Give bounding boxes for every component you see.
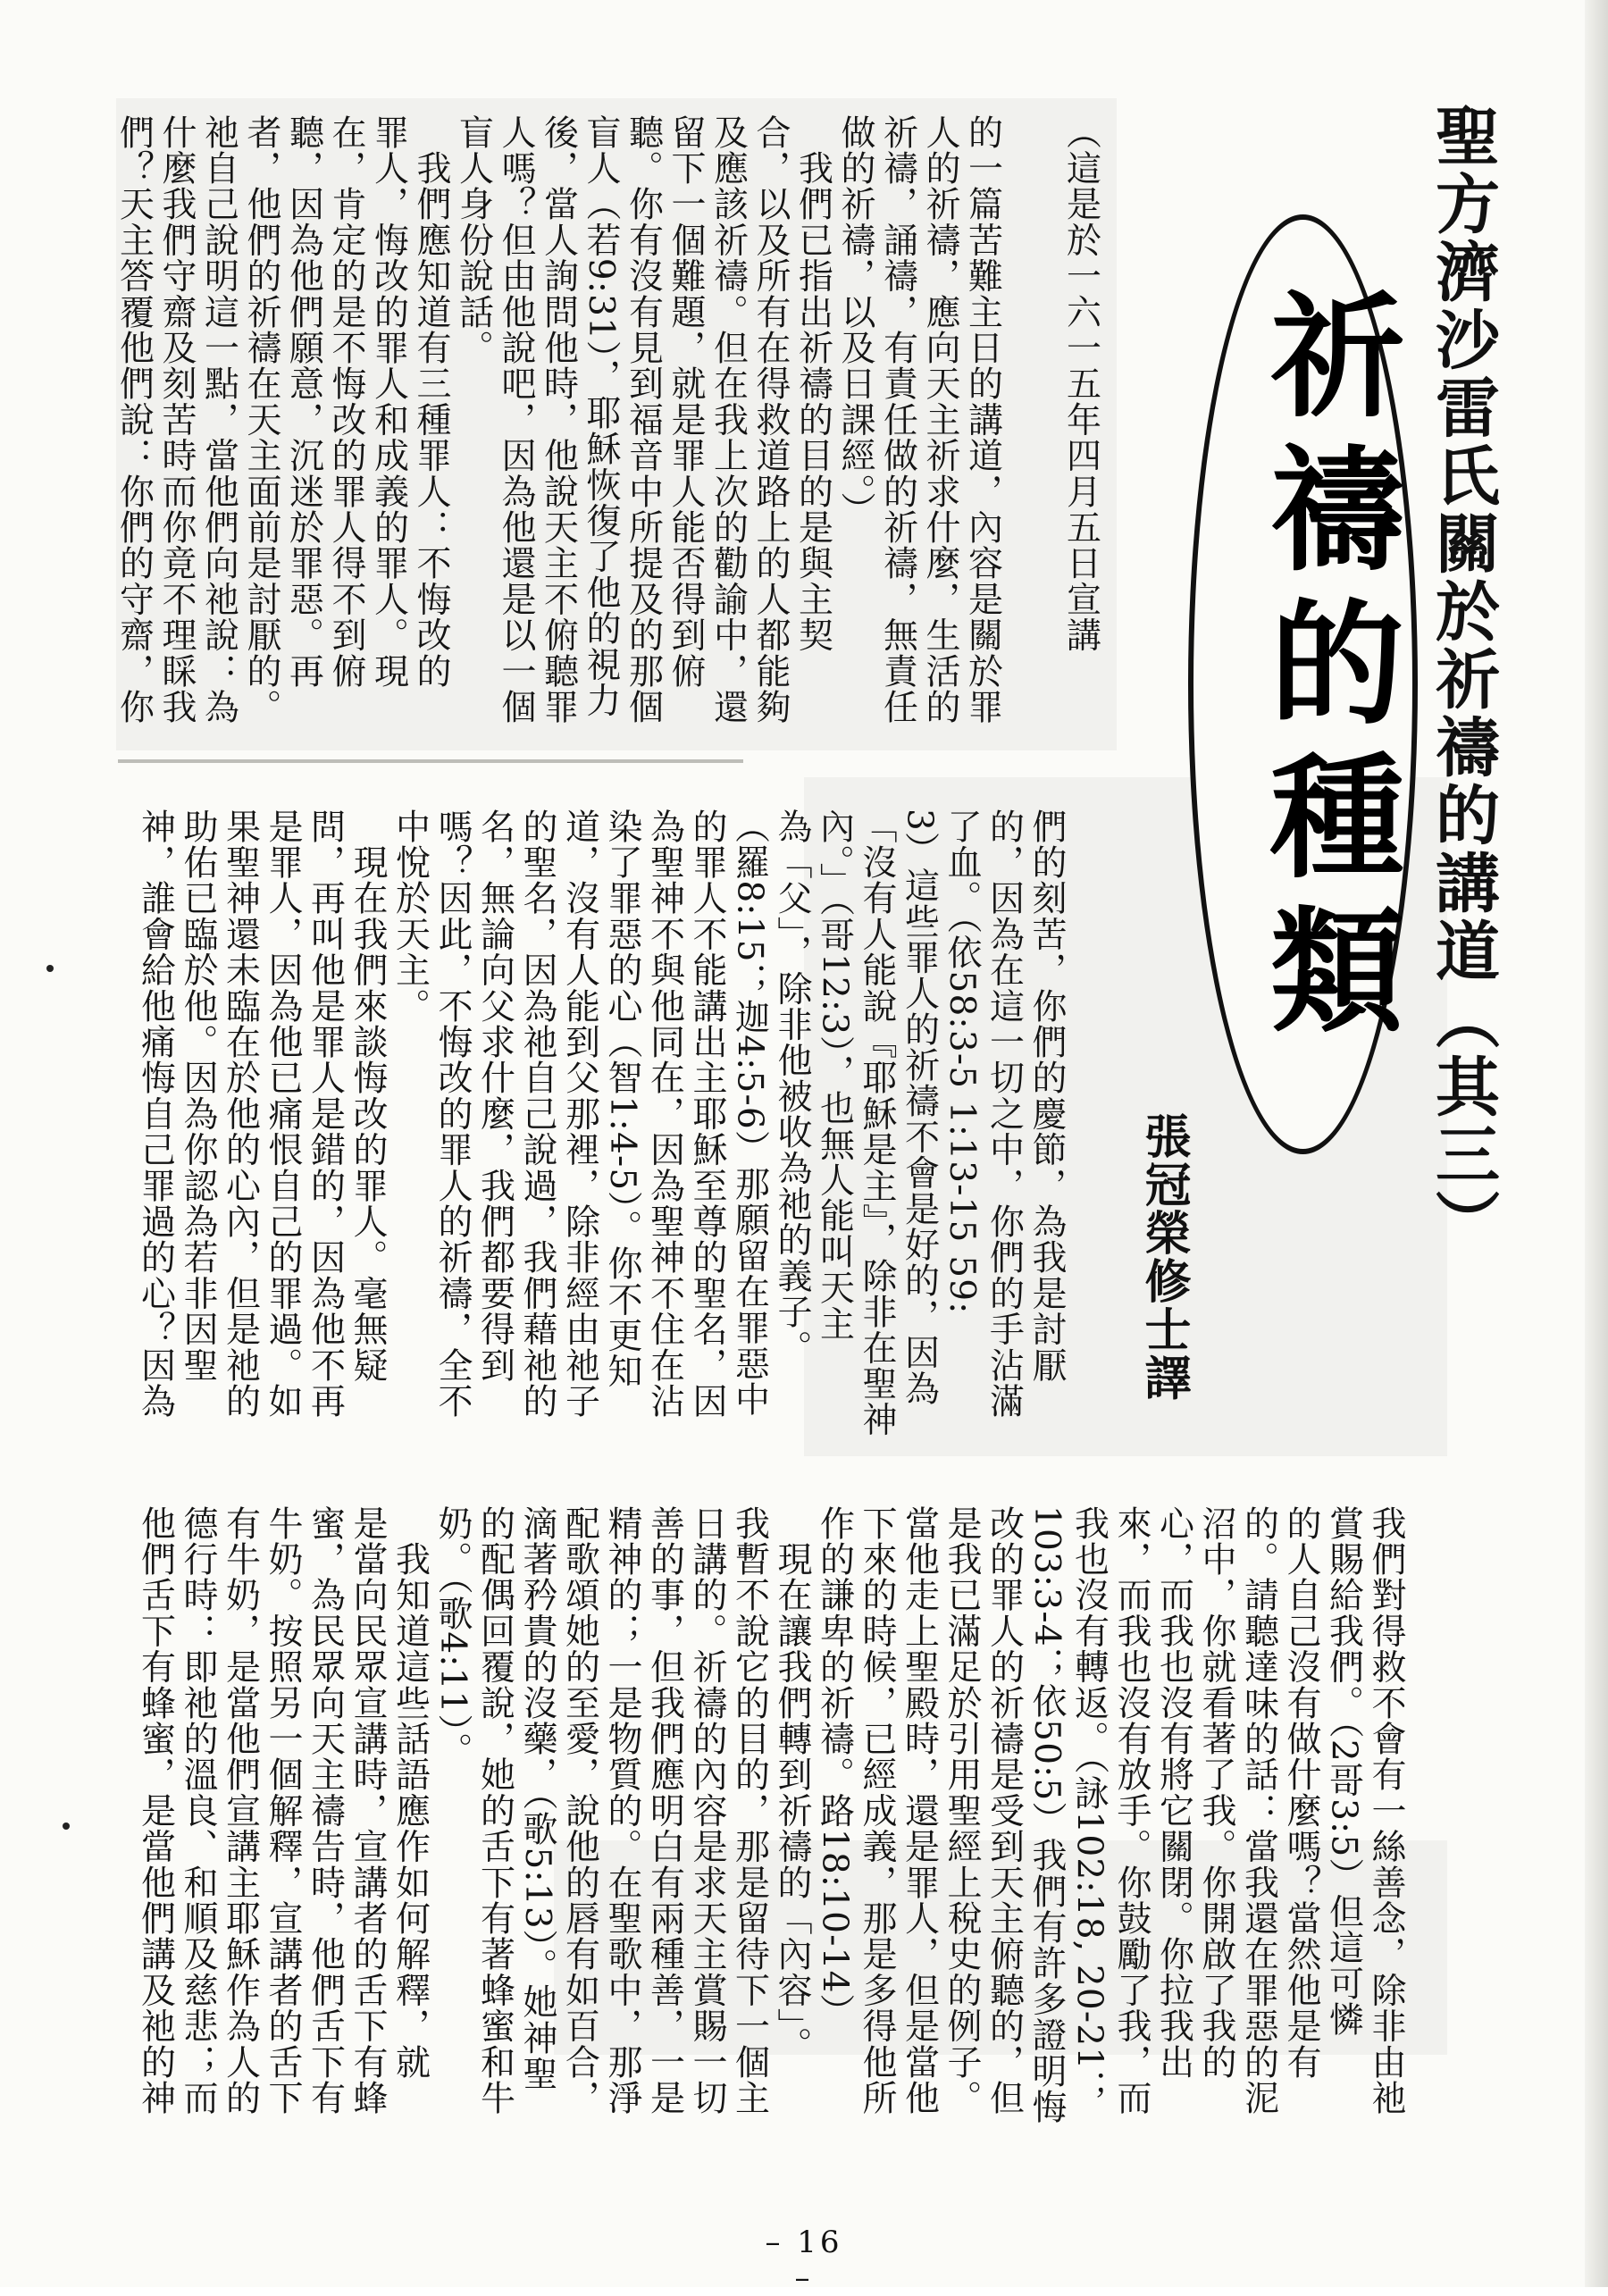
main-title: 祈禱的種類 [1247,286,1403,1054]
scan-mark [46,965,54,972]
intro-line: （這是於一六一五年四月五日宣講 [1060,114,1101,653]
article-title: 聖方濟沙雷氏關於祈禱的講道（其三） [1425,103,1501,1257]
page-edge [1585,0,1608,2287]
scan-mark [63,1823,70,1830]
lower-text-block: 我們對得救不會有一絲善念，除非由祂 賞賜給我們。（2哥3:5）但這可憐 的人自己沒有做什麼嗎？當然他是有 的。請聽達味的話：當我還在罪惡的泥 沼中，你就看著了我。你開啟了我的 心，而我也沒有將它關閉。你拉我出 來，而我也沒有放手。你鼓勵了我，而 我也沒有轉返。（詠102:18, 20-21； 103:3-4；依50:5）我們有許多證明悔 改的罪人的祈禱是受到天主俯聽的，但 是我已滿足於引用聖經上稅史的例子。 當他走上聖殿時，還是罪人，但是當他 下來的時候，已經成義，那是多得他所 作的謙卑的祈禱。路18:10-14） 現在讓我們轉到祈禱的「內容」。 我暫不說它的目的，那是留待下一個主 日講的。祈禱的內容是求天主賞賜一切 善的事，但我們應明白有兩種善，一是 精神的；一是物質的。在聖歌中，那淨 配歌頌她的至愛，說他的唇有如百合， 滴著矜貴的沒藥，（歌5:13）。她神聖 的配偶回覆說，她的舌下有著蜂蜜和牛 奶。（歌4:11）。 我知道這些話語應作如何解釋，就 是當向民眾宣講時，宣講者的舌下有蜂 蜜，為民眾向天主禱告時，他們舌下有 牛奶。按照另一個解釋，宣講者的舌下 有牛奶，是當他們宣講主耶穌作為人的 德行時：即祂的溫良、和順及慈悲；而 他們舌下有蜂蜜，是當他們講及祂的神 [135,1505,1406,2125]
page-number: – 16 – [765,2225,843,2296]
upper-text-block: 的一篇苦難主日的講道，內容是關於罪 人的祈禱，應向天主祈求什麼，生活的 祈禱，誦禱，有責任做的祈禱，無責任 做的祈禱，以及日課經。） 我們已指出祈禱的目的是與主契 合，以及所有在得救道路上的人都能夠 及應該祈禱。但在我上次的勸諭中，還 留下一個難題，就是罪人能否得到俯 聽。你有沒有見到福音中所提及的那個 盲人（若9:31），耶穌恢復了他的視力 後，當人詢問他時，他說天主不俯聽罪 人嗎？但由他說吧，因為他還是以一個 盲人身份說話。 我們應知道有三種罪人：不悔改的 罪人，悔改的罪人和成義的罪人。現 在，肯定的是不悔改的罪人得不到俯 聽，因為他們願意，沉迷於罪惡。再 者，他們的祈禱在天主面前是討厭的。 祂自己說明這一點，當他們向祂說：為 什麼我們守齋及刻苦時而你竟不理睬我 們？天主答覆他們說：你們的守齋，你 [113,114,1003,725]
middle-text-block: 們的刻苦，你們的慶節，為我是討厭 的，因為在這一切之中，你們的手沾滿 了血。（依58:3-5 1:13-15 59: 3）這些罪人的祈禱不會是好的，因為 「沒有人能說『耶穌是主』，除非在聖神 內。」（哥12:3），也無人能叫天主 為「父」，除非他被收為祂的義子。 （羅8:15；迦4:5-6）那願留在罪惡中 的罪人不能講出主耶穌至尊的聖名，因 為聖神不與他同在，因為聖神不住在沾 染了罪惡的心（智1:4-5）。你不更知 道，沒有人能到父那裡，除非經由祂子 的聖名，因為祂自己說過，我們藉祂的 名，無論向父求什麼，我們都要得到 嗎？因此，不悔改的罪人的祈禱，全不 中悅於天主。 現在我們來談悔改的罪人。毫無疑 問，再叫他是罪人是錯的，因為他不再 是罪人，因為他已痛恨自己的罪過。如 果聖神還未臨在於他的心內，但是祂的 助佑已臨於他。因為你認為若非因聖 神，誰會給他痛悔自己罪過的心？因為 [135,809,1067,1438]
author-credit: 張冠榮修士譯 [1136,1112,1191,1402]
divider [118,759,743,763]
